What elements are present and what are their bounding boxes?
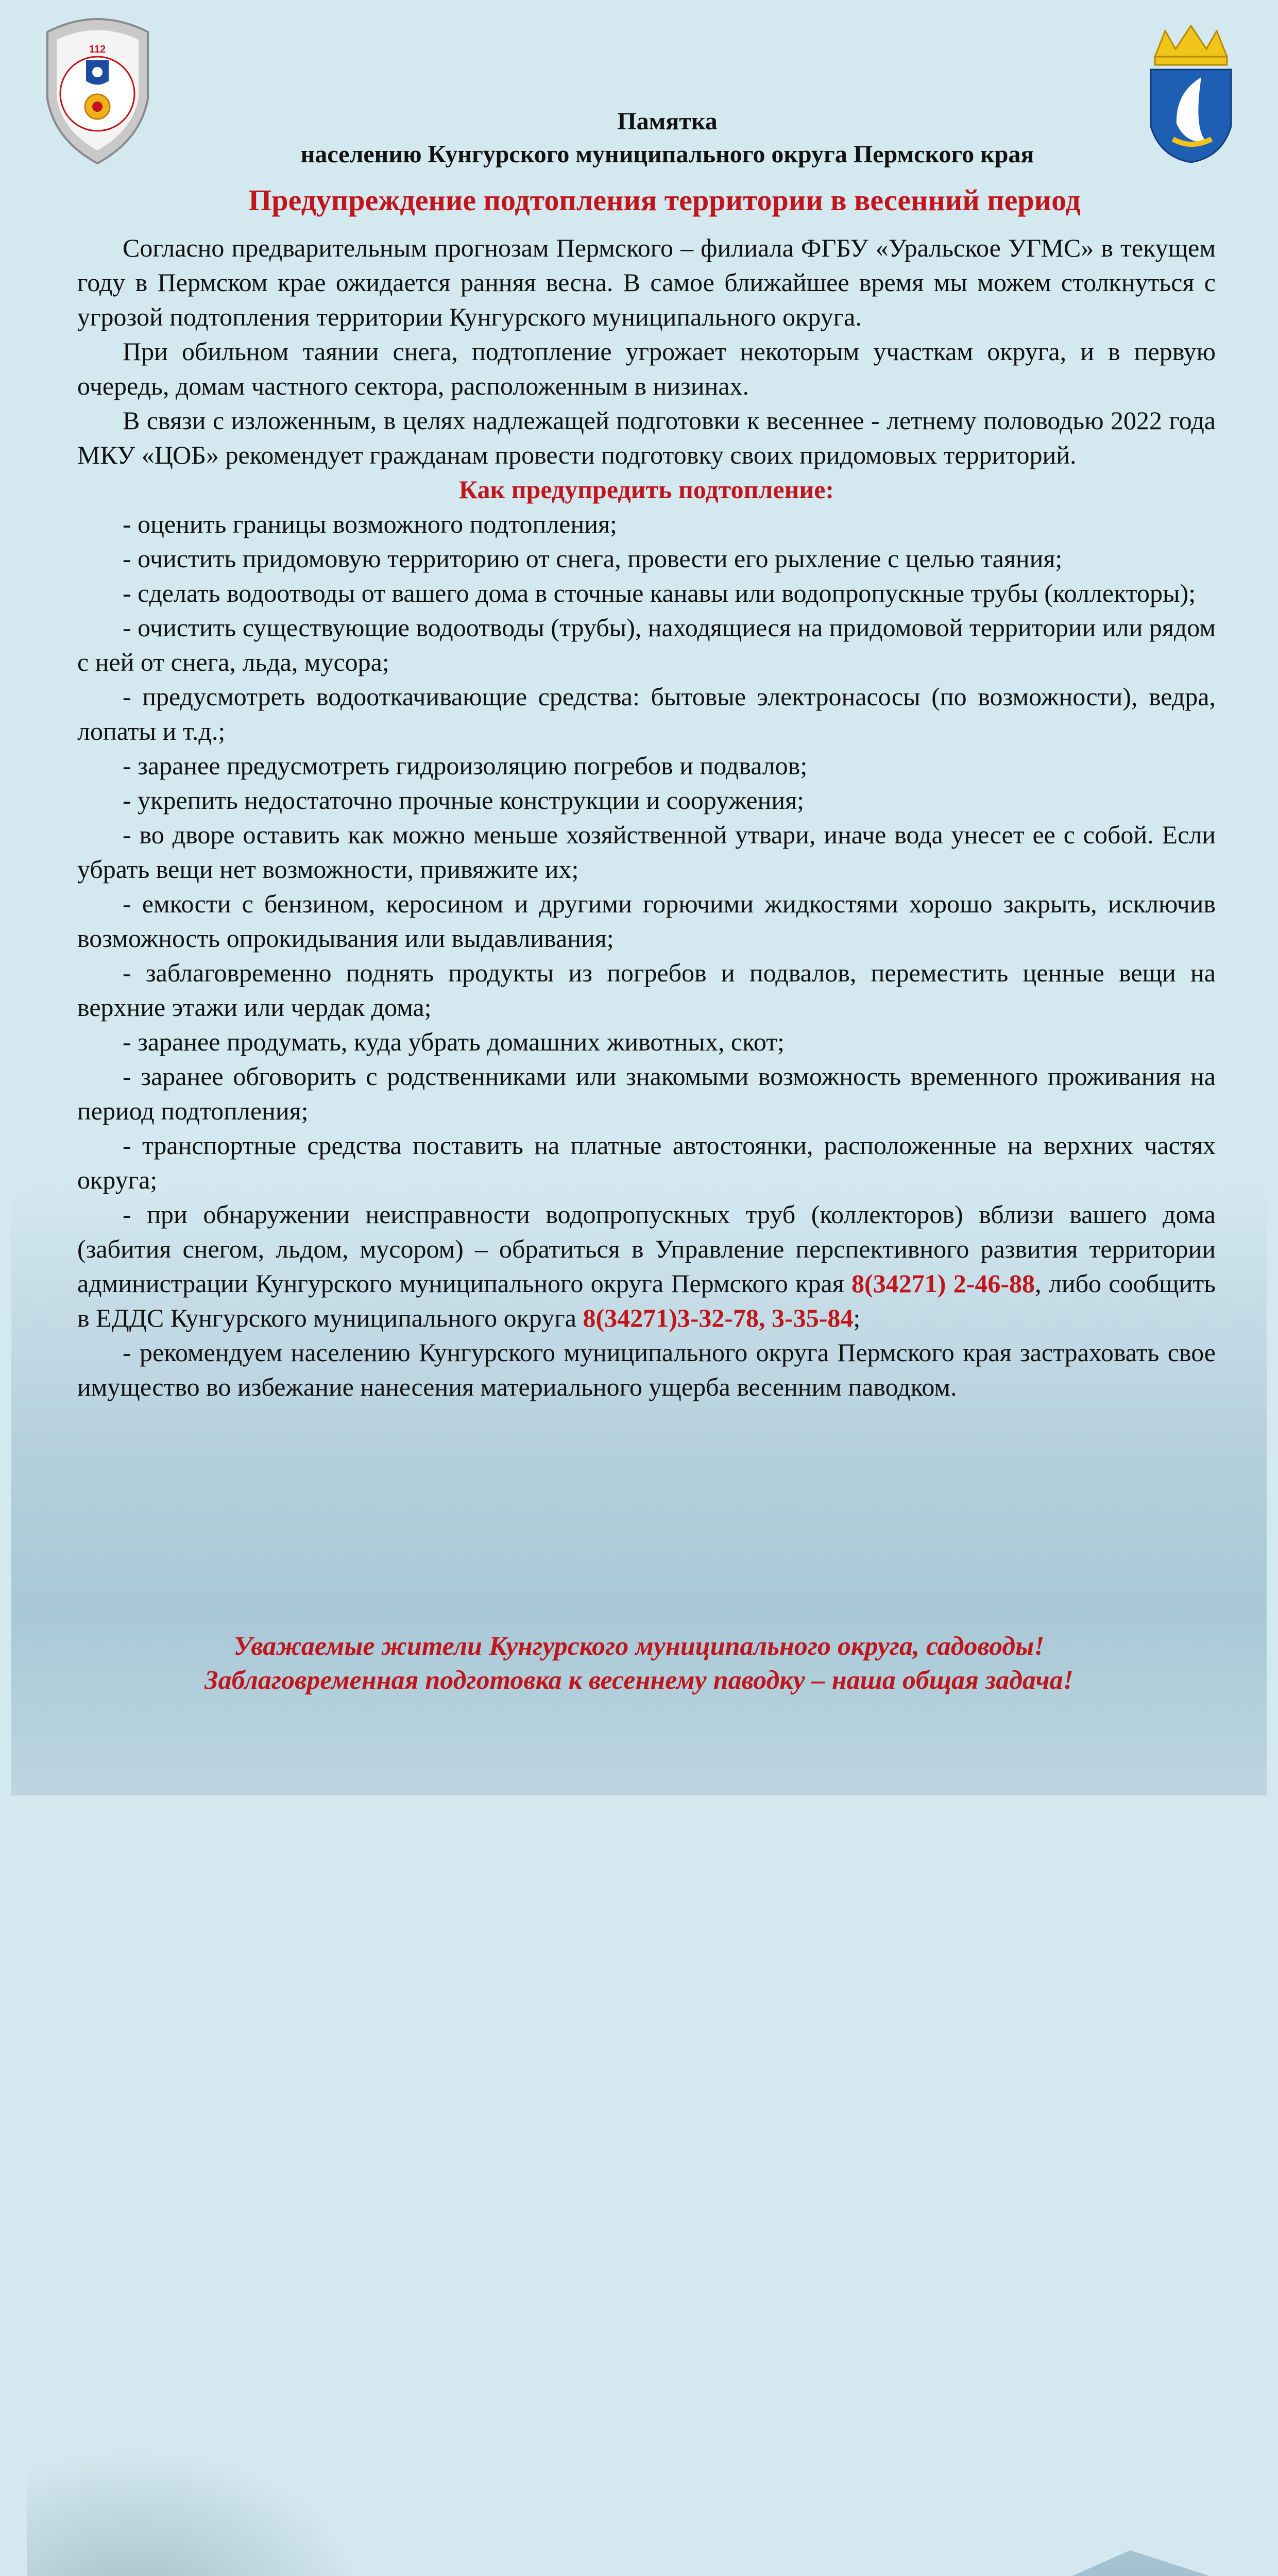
recommendation-item: - заранее предусмотреть гидроизоляцию погребов и подвалов;	[123, 751, 808, 780]
recommendation-item: - заранее продумать, куда убрать домашних животных, скот;	[123, 1027, 785, 1056]
prevention-subheading: Как предупредить подтопление:	[458, 475, 834, 504]
emblem-number: 112	[89, 44, 106, 55]
closing-appeal: Уважаемые жители Кунгурского муниципального округа, садоводы!	[233, 1632, 1045, 1661]
bare-trees-image	[27, 2437, 387, 2576]
contacts-text: ;	[853, 1303, 861, 1332]
recommendation-item: - сделать водоотводы от вашего дома в сточные канавы или водопропускные трубы (коллекторы);	[123, 579, 1196, 607]
intro-paragraph: При обильном таянии снега, подтопление угрожает некоторым участкам округа, и в первую очередь, домам частного сектора, расположенным в низинах.	[77, 337, 1216, 400]
phone-number-administration[interactable]: 8(34271) 2-46-88	[851, 1269, 1035, 1298]
recommendation-item: - транспортные средства поставить на платные автостоянки, расположенные на верхних частях округа;	[77, 1131, 1216, 1194]
recommendation-item: - емкости с бензином, керосином и другими горючими жидкостями хорошо закрыть, исключив возможность опрокидывания или выдавливания;	[77, 889, 1216, 953]
recommendation-item: - очистить придомовую территорию от снега, провести его рыхление с целью таяния;	[123, 544, 1063, 573]
memo-body	[77, 231, 1216, 1404]
intro-paragraph: Согласно предварительным прогнозам Пермского – филиала ФГБУ «Уральское УГМС» в текущем году в Пермском крае ожидается ранняя весна. В самое ближайшее время мы можем столкнуться с угрозой подтопления территории Кунгурского муниципального округа.	[77, 233, 1216, 331]
contacts-text: , либо сообщить в ЕДДС Кунгурского муниципального округа	[77, 1269, 1216, 1332]
recommendation-item: - оценить границы возможного подтопления;	[123, 510, 617, 538]
recommendation-item: - заблаговременно поднять продукты из погребов и подвалов, переместить ценные вещи на верхние этажи или чердак дома;	[77, 958, 1216, 1022]
recommendation-item: - предусмотреть водооткачивающие средства: бытовые электронасосы (по возможности), ведра, лопаты и т.д.;	[77, 682, 1216, 745]
recommendation-item: - рекомендуем населению Кунгурского муниципального округа Пермского края застраховать свое имущество во избежание нанесения материального ущерба весенним паводком.	[77, 1338, 1216, 1401]
flooded-house-image	[949, 2550, 1278, 2576]
recommendation-item: - заранее обговорить с родственниками или знакомыми возможность временного проживания на период подтопления;	[77, 1062, 1216, 1125]
recommendation-item: - во дворе оставить как можно меньше хозяйственной утвари, иначе вода унесет ее с собой. Если убрать вещи нет возможности, привяжите их;	[77, 820, 1216, 884]
recommendation-item: - очистить существующие водоотводы (трубы), находящиеся на придомовой территории или рядом с ней от снега, льда, мусора;	[77, 613, 1216, 676]
intro-paragraph: В связи с изложенным, в целях надлежащей подготовки к весеннее - летнему половодью 2022 года МКУ «ЦОБ» рекомендует гражданам провести подготовку своих придомовых территорий.	[77, 406, 1216, 469]
recommendation-item: - укрепить недостаточно прочные конструкции и сооружения;	[123, 786, 804, 815]
phone-number-edds[interactable]: 8(34271)3-32-78, 3-35-84	[583, 1303, 854, 1332]
memo-topic-heading: Предупреждение подтопления территории в весенний период	[248, 183, 1081, 217]
memo-title: Памятка	[617, 108, 718, 135]
recommendation-item-contacts	[77, 1197, 1216, 1335]
memo-subtitle: населению Кунгурского муниципального округа Пермского края	[300, 141, 1034, 168]
closing-slogan: Заблаговременная подготовка к весеннему паводку – наша общая задача!	[205, 1666, 1073, 1695]
contacts-text: - при обнаружении неисправности водопропускных труб (коллекторов) вблизи вашего дома (забития снегом, льдом, мусором) – обратиться в Управление перспективного развития территории администрации Кунгурского муниципального округа Пермского края	[77, 1200, 1216, 1298]
